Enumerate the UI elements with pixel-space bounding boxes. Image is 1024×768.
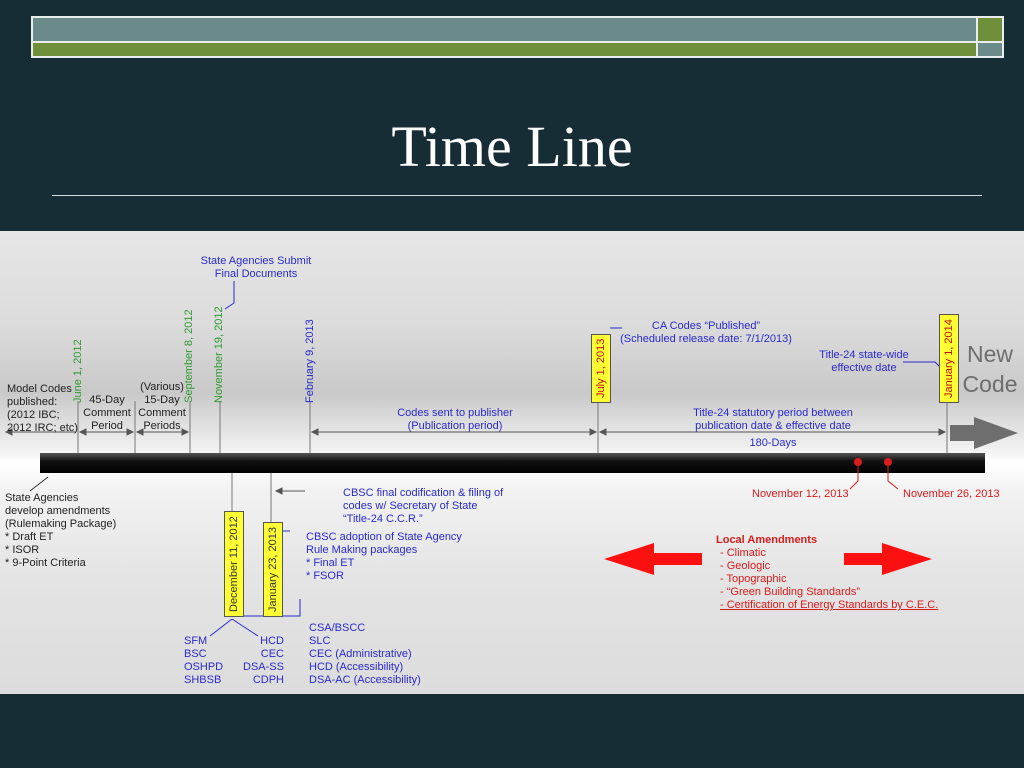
agencies-right-list: CSA/BSCC SLC CEC (Administrative) HCD (Accessibility) DSA-AC (Accessibility) xyxy=(309,622,421,686)
model-codes-label: Model Codes published: (2012 IBC; 2012 IRC; etc) xyxy=(7,383,78,434)
title-divider xyxy=(52,195,982,196)
cbsc-adoption-label: CBSC adoption of State Agency Rule Making packages * Final ET * FSOR xyxy=(306,531,462,582)
cbsc-final-label: CBSC final codification & filing of codes w/ Secretary of State “Title-24 C.C.R.” xyxy=(343,487,504,525)
date-february-2013: February 9, 2013 xyxy=(304,319,316,403)
date-july-2013: July 1, 2013 xyxy=(591,334,611,403)
local-item-green-building: - “Green Building Standards” xyxy=(720,586,861,598)
new-code-arrow xyxy=(950,417,1018,449)
date-june-2012: June 1, 2012 xyxy=(72,339,84,403)
timeline-bar xyxy=(40,453,985,473)
agencies-left-list: SFM BSC OSHPD SHBSB xyxy=(184,635,224,686)
date-november26-2013: November 26, 2013 xyxy=(903,488,1000,500)
agencies-submit-label: State Agencies Submit Final Documents xyxy=(200,255,312,280)
date-november12-2013: November 12, 2013 xyxy=(752,488,849,500)
statutory-period-label: Title-24 statutory period between publication date & effective date xyxy=(693,407,853,432)
slide-title: Time Line xyxy=(391,114,633,179)
publisher-period-label: Codes sent to publisher (Publication period) xyxy=(397,407,513,432)
local-amendments-heading: Local Amendments xyxy=(716,534,818,546)
new-code-label: New Code xyxy=(962,341,1018,397)
timeline-panel xyxy=(0,231,1024,694)
local-item-energy-standards: - Certification of Energy Standards by C.E.C. xyxy=(720,599,939,611)
header-bar-top xyxy=(31,16,978,43)
title24-effective-label: Title-24 state-wide effective date xyxy=(819,349,909,374)
local-item-climatic: - Climatic xyxy=(720,547,766,559)
header-bar-accent-bottom xyxy=(976,41,1004,58)
comment-45-label: 45-Day Comment Period xyxy=(83,394,131,432)
local-amendments-list xyxy=(720,547,938,612)
local-item-geologic: - Geologic xyxy=(720,560,771,572)
date-september-2012: September 8, 2012 xyxy=(183,309,195,403)
local-amendments-left-arrow xyxy=(604,543,702,575)
header-bar-bottom xyxy=(31,41,978,58)
ca-codes-published-label: CA Codes “Published” (Scheduled release date: 7/1/2013) xyxy=(620,320,792,345)
local-item-topographic: - Topographic xyxy=(720,573,787,585)
header-bar-accent-top xyxy=(976,16,1004,43)
date-november19-2012: November 19, 2012 xyxy=(213,306,225,403)
date-january23-2013: January 23, 2013 xyxy=(263,522,283,617)
timeline-graphics xyxy=(0,231,1024,694)
agencies-mid-list: HCD CEC DSA-SS CDPH xyxy=(243,635,284,686)
comment-15-label: (Various) 15-Day Comment Periods xyxy=(138,381,186,432)
date-december-2012: December 11, 2012 xyxy=(224,511,244,617)
date-january-2014: January 1, 2014 xyxy=(939,314,959,403)
days-180-label: 180-Days xyxy=(749,437,797,449)
agencies-develop-label: State Agencies develop amendments (Rulemaking Package) * Draft ET * ISOR * 9-Point Criteria xyxy=(5,492,117,569)
